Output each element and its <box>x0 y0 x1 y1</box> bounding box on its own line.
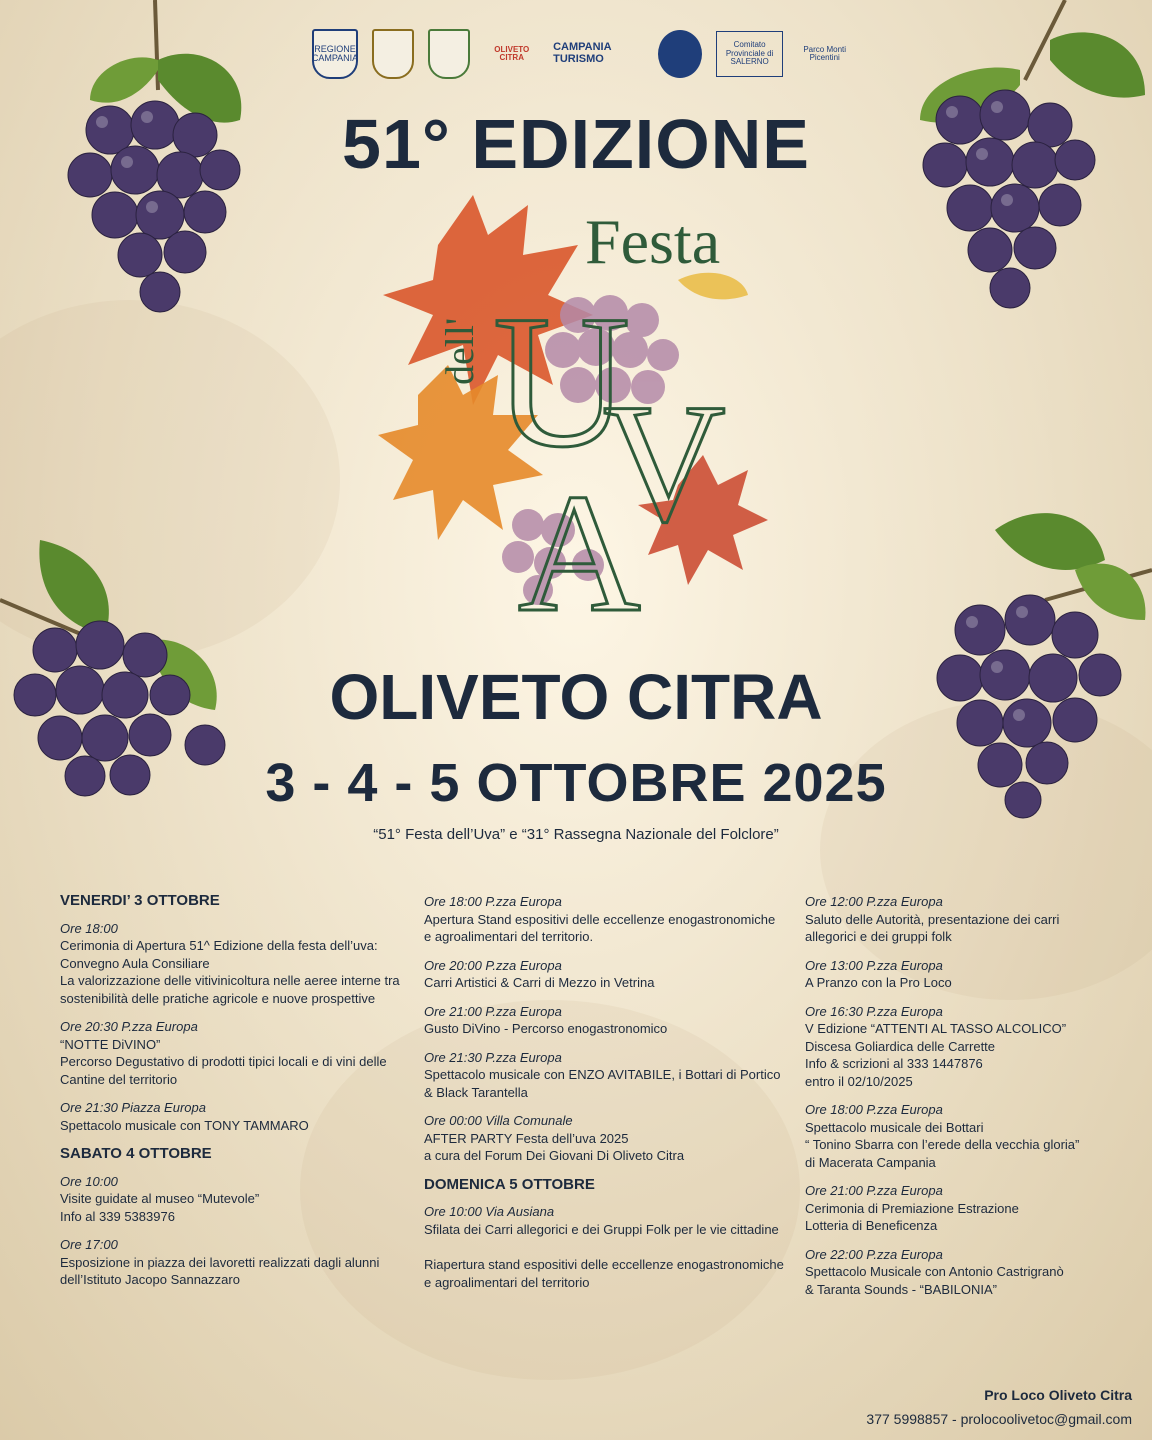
dell-word: dell' <box>437 317 482 385</box>
program-event <box>60 920 400 1008</box>
program-column-2 <box>424 893 784 1302</box>
event-line: Cerimonia di Premiazione Estrazione <box>805 1200 1019 1216</box>
day-heading-sunday: DOMENICA 5 OTTOBRE <box>424 1175 595 1193</box>
event-subtitle: “51° Festa dell’Uva” e “31° Rassegna Nazionale del Folclore” <box>373 826 779 843</box>
event-line: Spettacolo musicale con ENZO AVITABILE, i Bottari di Portico & Black Tarantella <box>424 1067 781 1100</box>
event-line: Convegno Aula Consiliare <box>60 955 210 971</box>
event-line: Riapertura stand espositivi delle eccellenze enogastronomiche e agroalimentari del territorio <box>424 1257 784 1290</box>
event-time: Ore 21:30 P.zza Europa <box>424 1049 562 1065</box>
program-event <box>424 957 784 992</box>
province-crest-icon <box>372 29 414 79</box>
program-event <box>60 1173 400 1226</box>
program-event <box>424 1256 784 1291</box>
event-dates: 3 - 4 - 5 OTTOBRE 2025 <box>265 753 887 813</box>
event-time: Ore 10:00 <box>60 1173 118 1189</box>
event-time: Ore 18:00 P.zza Europa <box>805 1102 943 1117</box>
organizer-contact: 377 5998857 - prolocoolivetoc@gmail.com <box>866 1411 1132 1427</box>
program-event <box>805 893 1105 946</box>
program-event <box>60 1236 400 1289</box>
event-time: Ore 18:00 <box>60 920 118 936</box>
event-line: Spettacolo Musicale con Antonio Castrigranò <box>805 1264 1064 1279</box>
event-time: Ore 16:30 P.zza Europa <box>805 1003 943 1019</box>
event-line: Saluto delle Autorità, presentazione dei carri allegorici e dei gruppi folk <box>805 911 1060 944</box>
event-line: Carri Artistici & Carri di Mezzo in Vetrina <box>424 975 655 990</box>
program-event <box>60 1018 400 1088</box>
program-event <box>805 1003 1105 1091</box>
logo-label: Comitato Provinciale di SALERNO <box>725 40 774 67</box>
event-line: Spettacolo musicale dei Bottari <box>805 1119 984 1135</box>
program-event <box>60 1099 400 1134</box>
program-event <box>805 1246 1105 1299</box>
event-line: di Macerata Campania <box>805 1154 936 1170</box>
event-line: A Pranzo con la Pro Loco <box>805 975 952 990</box>
event-time: Ore 21:00 P.zza Europa <box>805 1183 943 1198</box>
event-time: Ore 20:00 P.zza Europa <box>424 957 562 973</box>
town-crest-icon <box>428 29 470 79</box>
event-line: & Taranta Sounds - “BABILONIA” <box>805 1281 997 1297</box>
logo-label: OLIVETO CITRA <box>494 44 530 62</box>
program-event <box>424 1203 784 1238</box>
event-line: “NOTTE DiVINO” <box>60 1036 161 1052</box>
event-line: Discesa Goliardica delle Carrette <box>805 1038 996 1054</box>
campania-turismo-icon <box>553 28 644 80</box>
event-time: Ore 00:00 Villa Comunale <box>424 1113 573 1128</box>
edition-title: 51° EDIZIONE <box>342 105 810 183</box>
program-column-3 <box>805 893 1105 1309</box>
pro-loco-icon <box>716 31 784 77</box>
event-time: Ore 21:00 P.zza Europa <box>424 1003 562 1019</box>
event-time: Ore 20:30 P.zza Europa <box>60 1019 198 1034</box>
day-heading-saturday: SABATO 4 OTTOBRE <box>60 1145 212 1162</box>
event-line: Info al 339 5383976 <box>60 1208 175 1224</box>
uva-letter-u: U <box>493 277 631 487</box>
event-line: Info & scrizioni al 333 1447876 <box>805 1056 983 1071</box>
event-time: Ore 22:00 P.zza Europa <box>805 1246 943 1262</box>
event-line: Gusto DiVino - Percorso enogastronomico <box>424 1021 668 1036</box>
event-line: La valorizzazione delle vitivinicoltura nelle aeree interne tra sostenibilità delle pratiche agricole e nuove prospettive <box>60 973 400 1006</box>
event-line: Lotteria di Beneficenza <box>805 1218 938 1233</box>
event-line: a cura del Forum Dei Giovani Di Oliveto Citra <box>424 1148 685 1163</box>
program-event <box>805 1101 1105 1171</box>
event-line: Sfilata dei Carri allegorici e dei Gruppi Folk per le vie cittadine <box>424 1221 779 1237</box>
festa-uva-emblem <box>378 185 768 625</box>
event-time: Ore 21:30 Piazza Europa <box>60 1100 206 1115</box>
logo-label: CAMPANIA TURISMO <box>553 41 612 65</box>
event-time: Ore 18:00 P.zza Europa <box>424 894 562 909</box>
uva-letter-v: V <box>603 369 726 557</box>
event-time: Ore 10:00 Via Ausiana <box>424 1204 555 1219</box>
logo-label: REGIONE CAMPANIA <box>311 43 359 63</box>
festa-word: Festa <box>585 206 721 277</box>
event-line: V Edizione “ATTENTI AL TASSO ALCOLICO” <box>805 1021 1067 1036</box>
event-time: Ore 13:00 P.zza Europa <box>805 957 943 973</box>
event-line: Visite guidate al museo “Mutevole” <box>60 1191 260 1206</box>
program-event <box>805 1182 1105 1235</box>
uva-letter-a: A <box>518 459 641 625</box>
event-line: entro il 02/10/2025 <box>805 1073 913 1089</box>
sponsor-logos <box>312 24 852 84</box>
oliveto-logo-icon <box>484 28 539 80</box>
program-event <box>424 1049 784 1102</box>
park-logo-icon <box>797 28 852 80</box>
program-event <box>424 1003 784 1038</box>
event-time: Ore 17:00 <box>60 1237 118 1252</box>
program-event <box>424 893 784 946</box>
event-line: Cerimonia di Apertura 51^ Edizione della festa dell’uva: <box>60 938 378 953</box>
event-line: “ Tonino Sbarra con l’erede della vecchia gloria” <box>805 1137 1080 1152</box>
program-column-1 <box>60 892 400 1300</box>
round-seal-icon <box>658 30 702 78</box>
day-heading-friday: VENERDI’ 3 OTTOBRE <box>60 892 220 909</box>
event-line: Apertura Stand espositivi delle eccellenze enogastronomiche e agroalimentari del territorio. <box>424 911 776 944</box>
event-line: Percorso Degustativo di prodotti tipici locali e di vini delle Cantine del territorio <box>60 1054 387 1087</box>
program-event <box>805 957 1105 992</box>
event-time: Ore 12:00 P.zza Europa <box>805 894 943 909</box>
organizer-name: Pro Loco Oliveto Citra <box>984 1387 1132 1403</box>
logo-label: Parco Monti Picentini <box>803 44 847 62</box>
event-line: AFTER PARTY Festa dell’uva 2025 <box>424 1130 629 1146</box>
program-event <box>424 1112 784 1165</box>
region-shield-icon <box>312 29 358 79</box>
city-title: OLIVETO CITRA <box>329 661 823 733</box>
event-line: Spettacolo musicale con TONY TAMMARO <box>60 1117 309 1133</box>
event-line: Esposizione in piazza dei lavoretti realizzati dagli alunni dell’Istituto Jacopo Sannazzaro <box>60 1254 380 1287</box>
